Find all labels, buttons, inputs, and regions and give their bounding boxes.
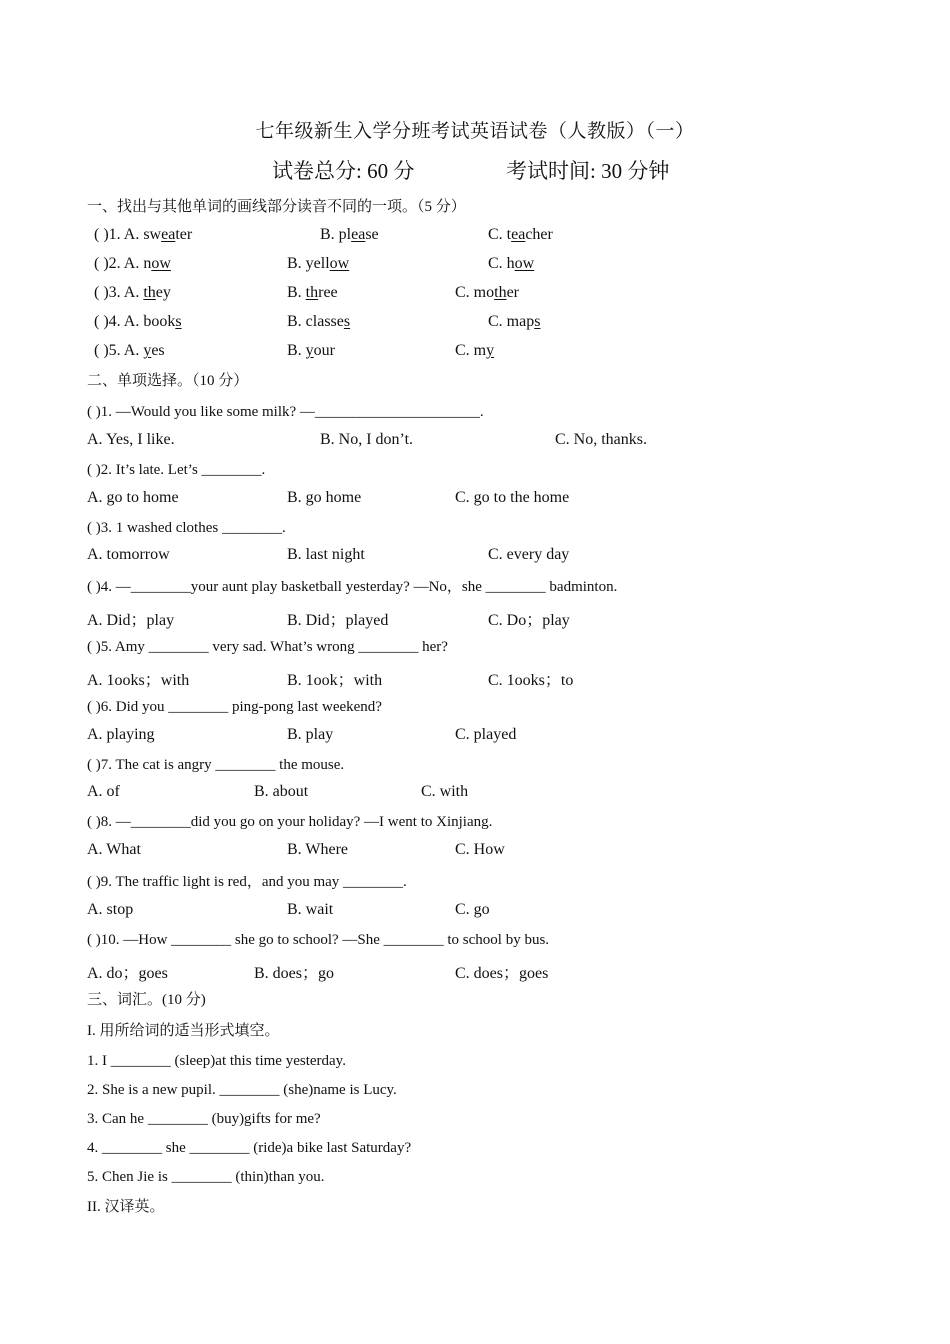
q10-option-a: A. do；goes (87, 965, 168, 982)
q2-option-c: C. go to the home (455, 489, 570, 506)
q3-option-b: B. last night (287, 546, 365, 563)
q9-option-b: B. wait (287, 901, 334, 918)
q3-option-a: A. tomorrow (87, 546, 170, 563)
underlined-sound: ow (514, 255, 535, 272)
total-score: 试卷总分: 60 分 (272, 159, 415, 183)
question-5: ( )5. Amy ________ very sad. What’s wrong ________ her? (87, 639, 448, 655)
q10-option-c: C. does；goes (455, 965, 549, 982)
pron-item-5-option-b: B. your (287, 342, 335, 359)
page-title: 七年级新生入学分班考试英语试卷（人教版）（一） (255, 121, 695, 142)
underlined-sound: s (343, 313, 351, 330)
q6-option-a: A. playing (87, 726, 155, 743)
fill-item-3: 3. Can he ________ (buy)gifts for me? (87, 1111, 321, 1127)
pron-item-5-option-c: C. my (455, 342, 495, 359)
q8-option-a: A. What (87, 841, 141, 858)
q4-option-c: C. Do；play (488, 612, 570, 629)
q10-option-b: B. does；go (254, 965, 335, 982)
fill-item-1: 1. I ________ (sleep)at this time yesterday. (87, 1053, 346, 1069)
question-8: ( )8. —________did you go on your holiday? —I went to Xinjiang. (87, 814, 493, 830)
underlined-sound: th (494, 284, 507, 301)
underlined-sound: th (143, 284, 156, 301)
underlined-sound: y (305, 342, 314, 359)
pron-item-4-option-a: ( )4. A. books (94, 313, 182, 330)
question-2: ( )2. It’s late. Let’s ________. (87, 462, 266, 478)
question-4: ( )4. —________your aunt play basketball yesterday? —No，she ________ badminton. (87, 579, 618, 595)
q7-option-c: C. with (421, 783, 469, 800)
exam-time: 考试时间: 30 分钟 (506, 159, 670, 183)
pron-item-3-option-b: B. three (287, 284, 338, 301)
underlined-sound: th (305, 284, 319, 301)
underlined-sound: y (486, 342, 495, 359)
pron-item-2-option-c: C. how (488, 255, 535, 272)
q4-option-a: A. Did；play (87, 612, 175, 629)
pron-item-3-option-c: C. mother (455, 284, 520, 301)
item-number: ( )2. A. (94, 255, 144, 272)
underlined-sound: ow (151, 255, 171, 272)
q2-option-a: A. go to home (87, 489, 179, 506)
q9-option-c: C. go (455, 901, 490, 918)
fill-item-2: 2. She is a new pupil. ________ (she)name is Lucy. (87, 1082, 397, 1098)
underlined-sound: ea (161, 226, 176, 243)
pron-item-5-option-a: ( )5. A. yes (94, 342, 165, 359)
section2-heading: 二、单项选择。（10 分） (87, 373, 249, 389)
question-9: ( )9. The traffic light is red，and you may ________. (87, 874, 407, 890)
fill-item-5: 5. Chen Jie is ________ (thin)than you. (87, 1169, 325, 1185)
question-10: ( )10. —How ________ she go to school? —She ________ to school by bus. (87, 932, 550, 948)
section3-part1-heading: I. 用所给词的适当形式填空。 (87, 1023, 280, 1039)
q1-option-c: C. No, thanks. (555, 431, 647, 448)
q5-option-a: A. 1ooks；with (87, 672, 190, 689)
q7-option-b: B. about (254, 783, 309, 800)
pron-item-1-option-b: B. please (320, 226, 379, 243)
q6-option-c: C. played (455, 726, 517, 743)
underlined-sound: y (143, 342, 152, 359)
q3-option-c: C. every day (488, 546, 570, 563)
q1-option-b: B. No, I don’t. (320, 431, 414, 448)
item-number: ( )3. A. (94, 284, 144, 301)
underlined-sound: ow (329, 255, 350, 272)
pron-item-3-option-a: ( )3. A. they (94, 284, 171, 301)
section3-part2-heading: II. 汉译英。 (87, 1199, 165, 1215)
q5-option-c: C. 1ooks；to (488, 672, 574, 689)
q9-option-a: A. stop (87, 901, 134, 918)
section1-heading: 一、找出与其他单词的画线部分读音不同的一项。（5 分） (87, 199, 466, 215)
item-number: ( )1. A. (94, 226, 144, 243)
q7-option-a: A. of (87, 783, 120, 800)
q1-option-a: A. Yes, I like. (87, 431, 175, 448)
fill-item-4: 4. ________ she ________ (ride)a bike last Saturday? (87, 1140, 412, 1156)
q5-option-b: B. 1ook；with (287, 672, 383, 689)
q2-option-b: B. go home (287, 489, 362, 506)
question-7: ( )7. The cat is angry ________ the mouse. (87, 757, 345, 773)
pron-item-2-option-a: ( )2. A. now (94, 255, 171, 272)
section3-heading: 三、词汇。(10 分) (87, 992, 206, 1008)
item-number: ( )4. A. (94, 313, 144, 330)
underlined-sound: ea (351, 226, 366, 243)
question-3: ( )3. 1 washed clothes ________. (87, 520, 286, 536)
pron-item-4-option-b: B. classes (287, 313, 351, 330)
question-1: ( )1. —Would you like some milk? —______________________. (87, 404, 484, 420)
pron-item-1-option-a: ( )1. A. sweater (94, 226, 193, 243)
pron-item-1-option-c: C. teacher (488, 226, 553, 243)
question-6: ( )6. Did you ________ ping-pong last weekend? (87, 699, 382, 715)
pron-item-4-option-c: C. maps (488, 313, 541, 330)
underlined-sound: s (534, 313, 541, 330)
item-number: ( )5. A. (94, 342, 144, 359)
q8-option-c: C. How (455, 841, 505, 858)
underlined-sound: ea (511, 226, 526, 243)
q6-option-b: B. play (287, 726, 334, 743)
q4-option-b: B. Did；played (287, 612, 389, 629)
underlined-sound: s (175, 313, 182, 330)
pron-item-2-option-b: B. yellow (287, 255, 350, 272)
q8-option-b: B. Where (287, 841, 349, 858)
